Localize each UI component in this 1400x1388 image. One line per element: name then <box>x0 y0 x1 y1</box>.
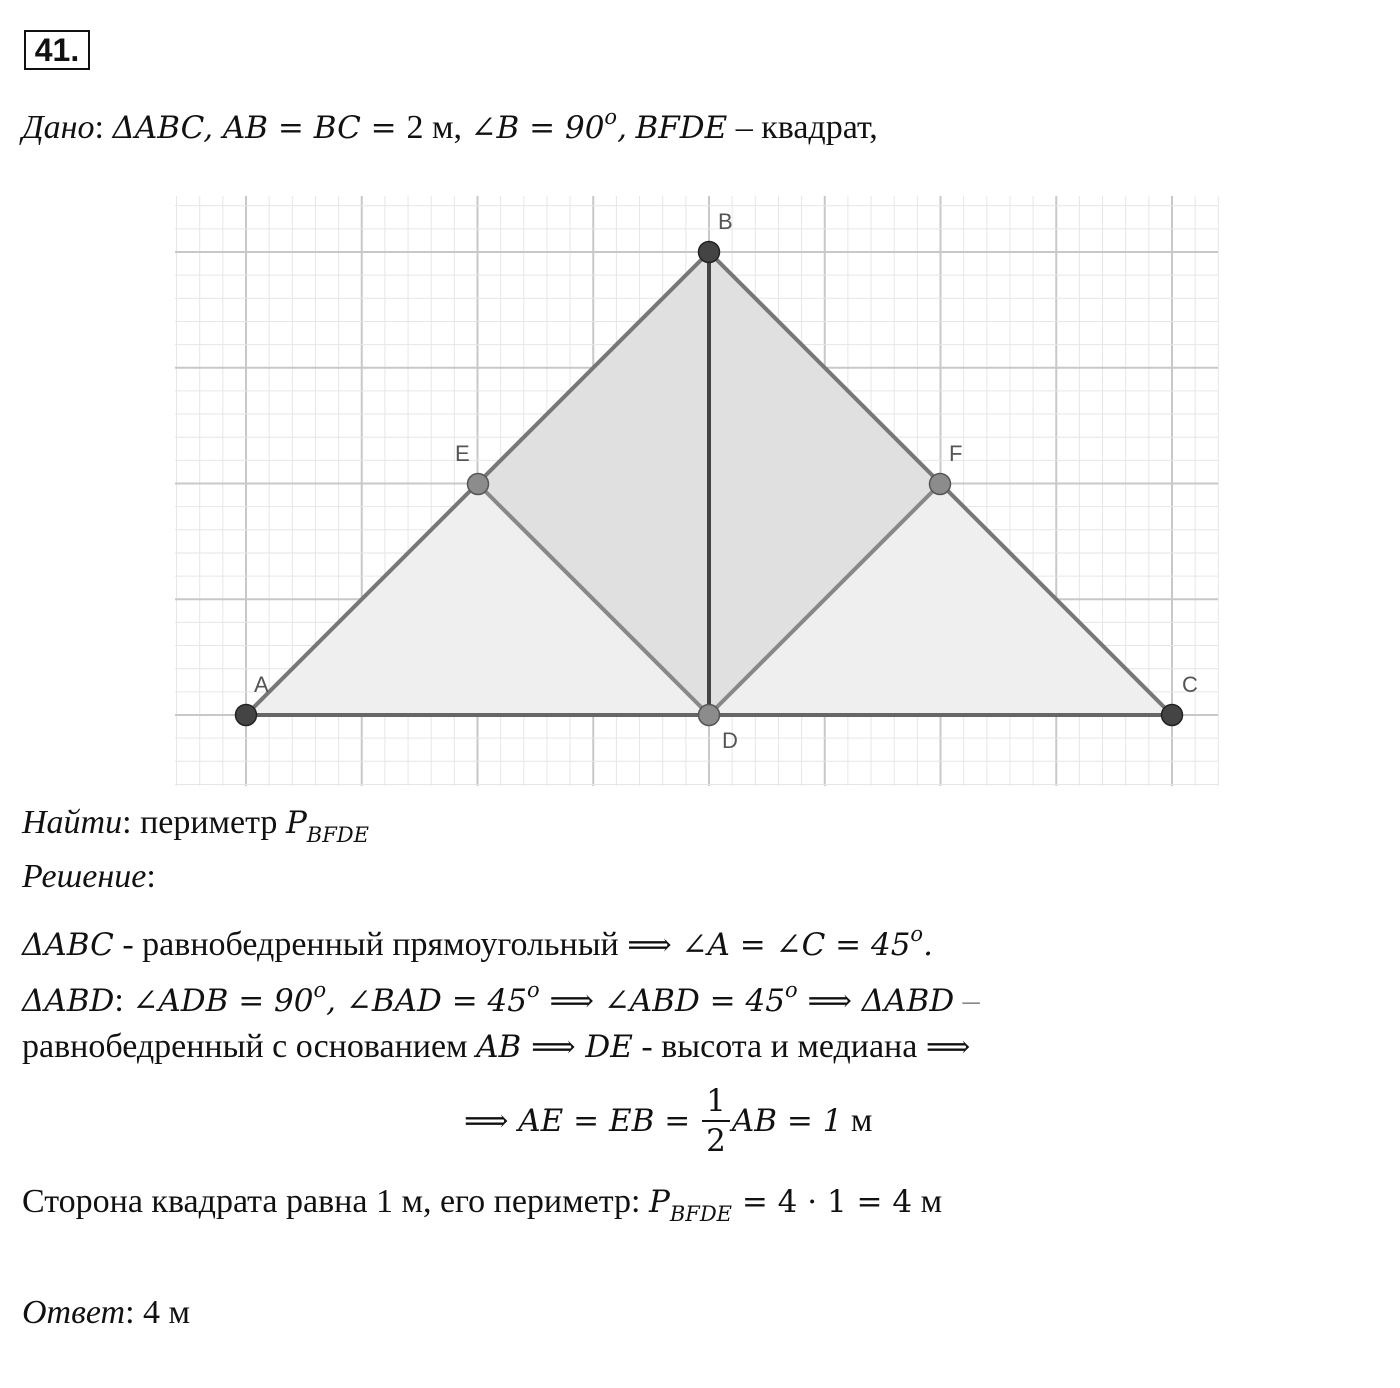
answer-line <box>22 1293 190 1333</box>
find-label: Найти <box>22 804 123 841</box>
given-sep: : <box>94 109 104 146</box>
point-f <box>930 474 951 495</box>
given-expr4: BFDE <box>635 110 728 146</box>
label-f: F <box>949 441 963 466</box>
s2-m3: , ∠BAD = 45 <box>326 983 528 1019</box>
find-perimeter-subscript: BFDE <box>306 823 369 847</box>
solution-label-line <box>22 857 156 897</box>
given-tail: – квадрат, <box>735 109 878 146</box>
s1-deg: o <box>910 922 924 946</box>
label-a: A <box>254 672 269 697</box>
given-val1: 2 м, <box>406 109 463 146</box>
solution-line-2 <box>22 970 980 1021</box>
problem-number: 41. <box>24 30 90 70</box>
answer-label: Ответ <box>22 1294 126 1331</box>
given-expr2: ∠B = 90 <box>470 110 605 146</box>
s5-unit: м <box>912 1183 943 1220</box>
given-expr1: ΔABC, AB = BC = <box>112 110 407 146</box>
s2-t1: : <box>114 982 133 1019</box>
point-b <box>699 242 720 263</box>
fraction-numerator: 1 <box>702 1082 730 1122</box>
point-a <box>236 705 257 726</box>
given-label: Дано <box>22 109 95 146</box>
label-e: E <box>455 441 470 466</box>
s1-m1: ΔABC <box>22 927 114 963</box>
s3-t1: равнобедренный с основанием <box>22 1028 477 1065</box>
point-c <box>1162 705 1183 726</box>
answer-sep: : <box>125 1294 135 1331</box>
find-sep: : <box>122 804 132 841</box>
s4-unit: м <box>842 1102 873 1139</box>
s5-sub: BFDE <box>669 1202 732 1226</box>
point-d <box>699 705 720 726</box>
find-line <box>22 803 369 855</box>
s2-m1: ΔABD <box>22 983 115 1019</box>
s2-dash: – <box>954 982 980 1019</box>
s3-t2: - высота и медиана <box>632 1028 926 1065</box>
given-expr3: , <box>617 110 627 146</box>
point-e <box>468 474 489 495</box>
fraction-denominator: 2 <box>706 1123 726 1159</box>
s2-deg3: o <box>784 978 798 1002</box>
s1-t1: - равнобедренный прямоугольный <box>113 926 628 963</box>
solution-line-1 <box>22 914 933 965</box>
solution-line-4 <box>464 1082 872 1160</box>
fraction-one-half <box>702 1082 730 1160</box>
s1-end: . <box>923 927 933 963</box>
s5-P: P <box>648 1184 670 1220</box>
label-c: C <box>1182 672 1198 697</box>
s2-deg2: o <box>527 978 540 1002</box>
label-b: B <box>718 209 733 234</box>
s4-m1: ⟹ AE = EB = <box>464 1103 701 1139</box>
s2-m5: ⟹ ΔABD <box>797 983 955 1019</box>
find-perimeter-symbol: P <box>285 805 307 841</box>
solution-label: Решение <box>22 858 147 895</box>
s4-m2: AB = 1 <box>731 1103 843 1139</box>
solution-sep: : <box>146 858 156 895</box>
s5-t1: Сторона квадрата равна 1 м, его периметр: <box>22 1183 649 1220</box>
s2-deg1: o <box>313 978 327 1002</box>
label-d: D <box>722 728 738 753</box>
solution-line-5 <box>22 1182 942 1234</box>
answer-value: 4 м <box>134 1294 191 1331</box>
solution-line-3 <box>22 1027 970 1067</box>
s5-m1: = 4 · 1 = 4 <box>732 1184 913 1220</box>
find-text: периметр <box>131 804 286 841</box>
s1-m2: ⟹ ∠A = ∠C = 45 <box>627 927 911 963</box>
given-degree: o <box>604 105 618 129</box>
s3-m1: AB ⟹ DE <box>476 1029 633 1065</box>
s2-m4: ⟹ ∠ABD = 45 <box>539 983 785 1019</box>
s3-m2: ⟹ <box>925 1029 971 1065</box>
s2-m2: ∠ADB = 90 <box>132 983 314 1019</box>
